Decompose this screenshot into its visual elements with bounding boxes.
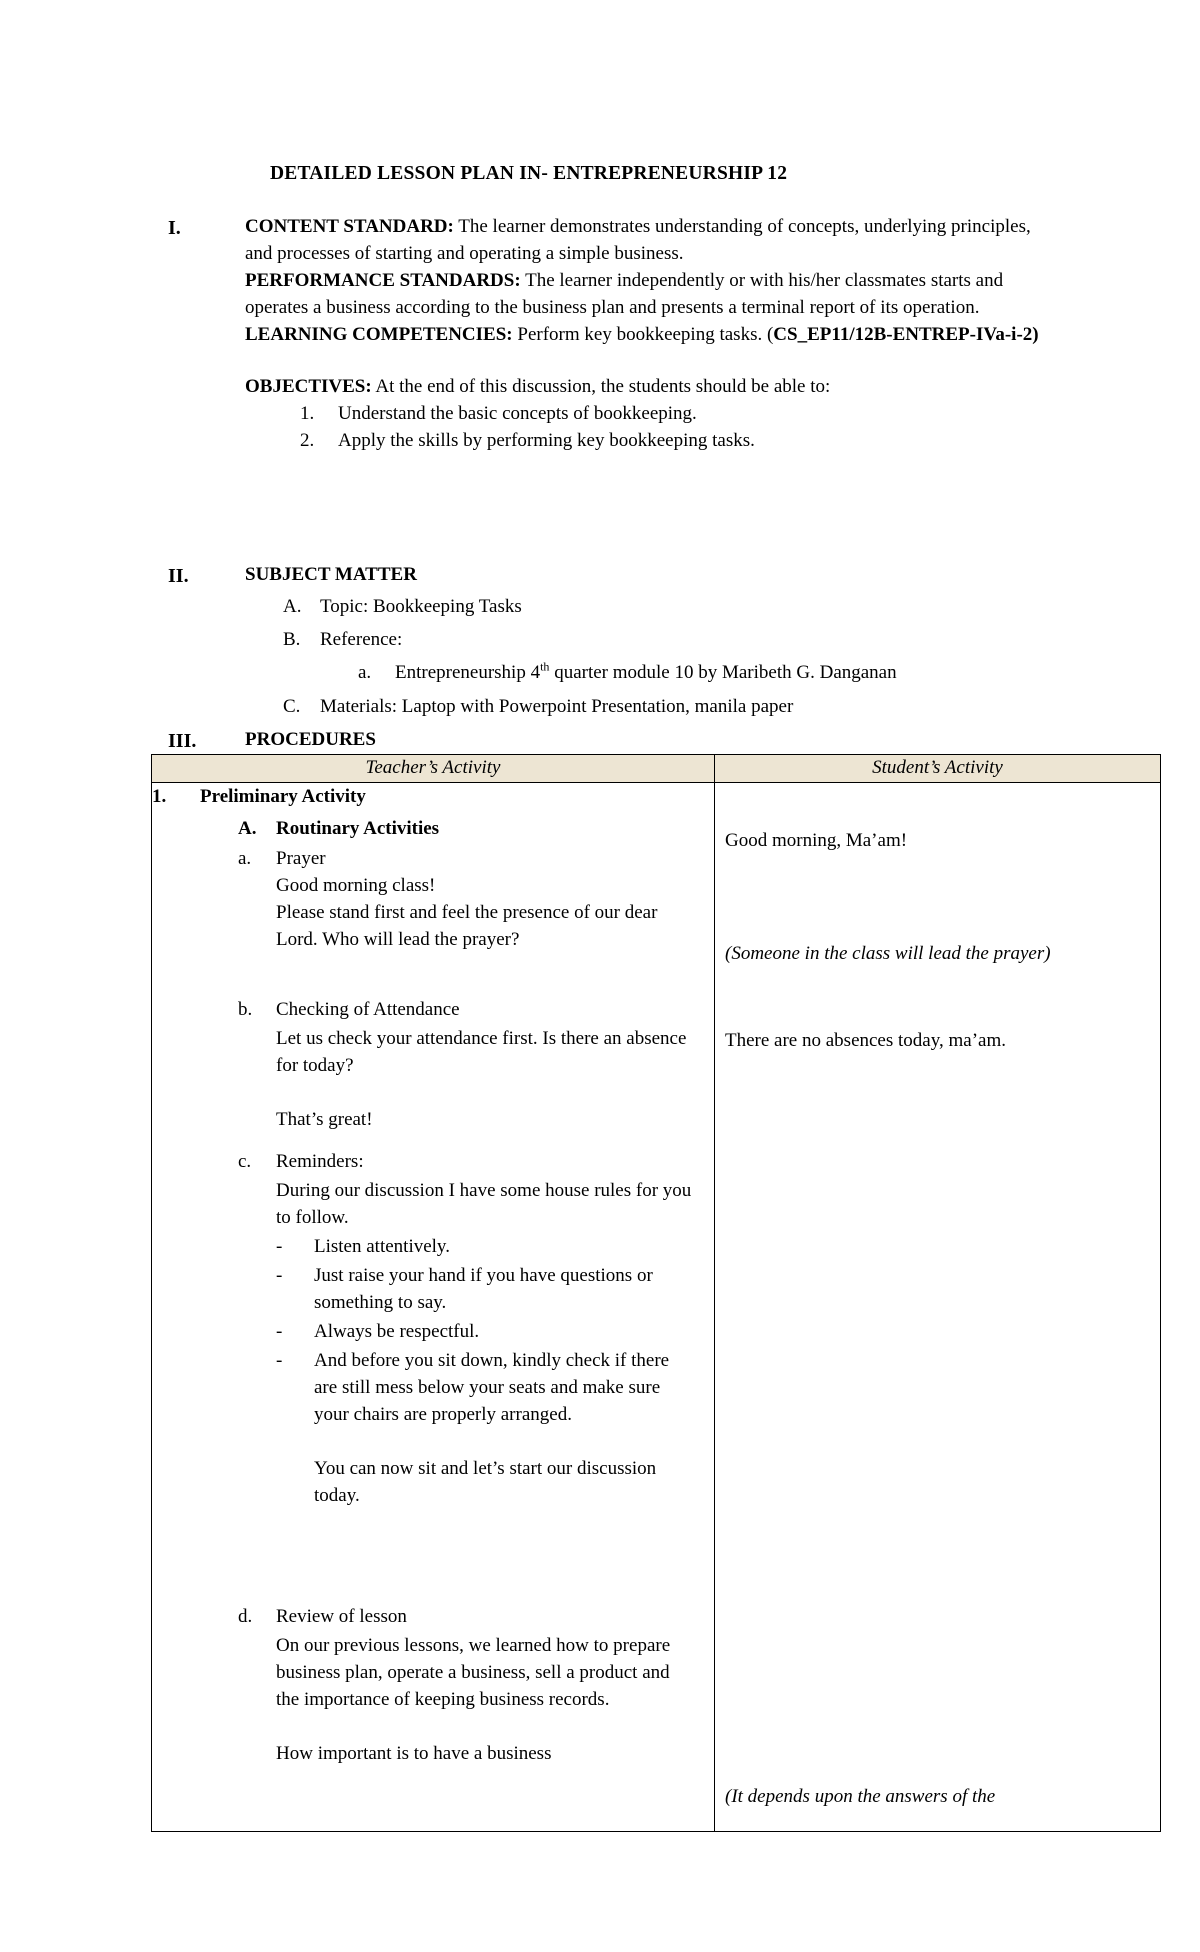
list-letter: d. — [238, 1605, 253, 1627]
review-title: Review of lesson — [276, 1605, 407, 1627]
teacher-activity-cell — [152, 782, 715, 1831]
list-item-text: Apply the skills by performing key bookkeeping tasks. — [338, 429, 755, 451]
list-letter: A. — [283, 596, 302, 617]
subject-reference — [283, 627, 897, 660]
objectives-label: OBJECTIVES: — [245, 375, 372, 397]
reminders-outro: You can now sit and let’s start our discussion today. — [314, 1457, 657, 1506]
student-activity-header: Student’s Activity — [715, 755, 1161, 783]
review-item — [238, 1604, 696, 1768]
routinary-activities-heading — [238, 816, 440, 843]
attendance-item — [238, 997, 696, 1134]
dash-bullet: - — [276, 1320, 283, 1342]
review-line: How important is to have a business — [276, 1742, 552, 1764]
reference-text-pre: Entrepreneurship 4 — [395, 662, 541, 683]
attendance-line: Let us check your attendance first. Is there an absence for today? — [276, 1027, 687, 1076]
performance-standards — [245, 268, 1045, 322]
dash-bullet: - — [276, 1264, 283, 1286]
list-item — [245, 401, 1045, 428]
list-item — [276, 1263, 696, 1317]
section-3-heading: PROCEDURES — [245, 729, 376, 750]
section-1-block — [245, 214, 1045, 455]
procedures-table — [151, 754, 1161, 1832]
section-3-number: III. — [168, 730, 197, 752]
rule-text: Listen attentively. — [314, 1235, 450, 1257]
subject-topic-text: Topic: Bookkeeping Tasks — [320, 596, 522, 617]
prayer-item — [238, 846, 696, 954]
student-activity-cell — [715, 782, 1161, 1831]
list-item — [276, 1319, 696, 1346]
list-letter: a. — [358, 662, 372, 683]
content-standard — [245, 214, 1045, 268]
learning-competencies-label: LEARNING COMPETENCIES: — [245, 323, 513, 345]
list-item-number: 1. — [300, 402, 315, 424]
objectives-list — [245, 401, 1045, 455]
section-2-number: II. — [168, 565, 189, 587]
attendance-line: That’s great! — [276, 1108, 373, 1130]
heading-text: Routinary Activities — [276, 817, 440, 839]
section-1-number: I. — [168, 217, 181, 239]
list-letter: C. — [283, 696, 301, 717]
list-item — [245, 428, 1045, 455]
list-item — [276, 1234, 696, 1261]
list-item-text: Understand the basic concepts of bookkeeping. — [338, 402, 697, 424]
subject-matter-list — [283, 594, 897, 727]
subject-topic — [283, 594, 897, 627]
performance-standards-label: PERFORMANCE STANDARDS: — [245, 269, 521, 291]
prayer-title: Prayer — [276, 847, 326, 869]
list-item — [276, 1348, 696, 1429]
subject-materials — [283, 694, 897, 727]
reference-text-post: quarter module 10 by Maribeth G. Danganan — [549, 662, 897, 683]
student-response: There are no absences today, ma’am. — [725, 1029, 1006, 1051]
preliminary-activity-heading — [152, 784, 366, 811]
table-row — [152, 782, 1161, 1831]
student-response: (It depends upon the answers of the — [725, 1785, 996, 1807]
reminders-item — [238, 1149, 696, 1510]
list-letter: a. — [238, 847, 252, 869]
dash-bullet: - — [276, 1349, 283, 1371]
attendance-title: Checking of Attendance — [276, 998, 460, 1020]
student-response: Good morning, Ma’am! — [725, 829, 908, 851]
section-2-heading: SUBJECT MATTER — [245, 564, 417, 585]
prayer-line: Good morning class! — [276, 874, 436, 896]
heading-text: Preliminary Activity — [200, 785, 366, 807]
rule-text: Always be respectful. — [314, 1320, 480, 1342]
learning-competencies-code: CS_EP11/12B-ENTREP-IVa-i-2) — [773, 323, 1039, 345]
list-letter: c. — [238, 1150, 252, 1172]
list-letter: b. — [238, 998, 253, 1020]
learning-competencies — [245, 322, 1045, 349]
list-letter: A. — [238, 817, 257, 839]
prayer-line: Please stand first and feel the presence of our dear Lord. Who will lead the prayer? — [276, 901, 658, 950]
content-standard-label: CONTENT STANDARD: — [245, 216, 454, 237]
list-letter: B. — [283, 629, 301, 650]
dash-bullet: - — [276, 1235, 283, 1257]
list-number: 1. — [152, 785, 167, 807]
subject-reference-text: Reference: — [320, 629, 403, 650]
rule-text: And before you sit down, kindly check if there are still mess below your seats and make sure your chairs are properly arranged. — [314, 1349, 670, 1425]
teacher-activity-header: Teacher’s Activity — [152, 755, 715, 783]
content-standard-text: The learner demonstrates understanding of concepts, underlying principles, and processes of starting and operating a simple business. — [245, 216, 1031, 264]
page-title: DETAILED LESSON PLAN IN- ENTREPRENEURSHIP 12 — [270, 163, 788, 184]
performance-standards-text: The learner independently or with his/her classmates starts and operates a business according to the business plan and presents a terminal report of its operation. — [245, 269, 1004, 318]
objectives — [245, 374, 1045, 401]
reminders-intro: During our discussion I have some house rules for you to follow. — [276, 1179, 692, 1228]
subject-materials-text: Materials: Laptop with Powerpoint Presentation, manila paper — [320, 696, 794, 717]
review-line: On our previous lessons, we learned how to prepare business plan, operate a business, sell a product and the importance of keeping business records. — [276, 1634, 671, 1710]
list-item-number: 2. — [300, 429, 315, 451]
student-response: (Someone in the class will lead the prayer) — [725, 942, 1051, 964]
reference-superscript: th — [540, 659, 550, 674]
rule-text: Just raise your hand if you have questions or something to say. — [314, 1264, 653, 1313]
learning-competencies-text: Perform key bookkeeping tasks. ( — [512, 323, 774, 345]
objectives-text: At the end of this discussion, the students should be able to: — [371, 375, 831, 397]
subject-reference-item — [283, 660, 897, 694]
reminders-title: Reminders: — [276, 1150, 364, 1172]
